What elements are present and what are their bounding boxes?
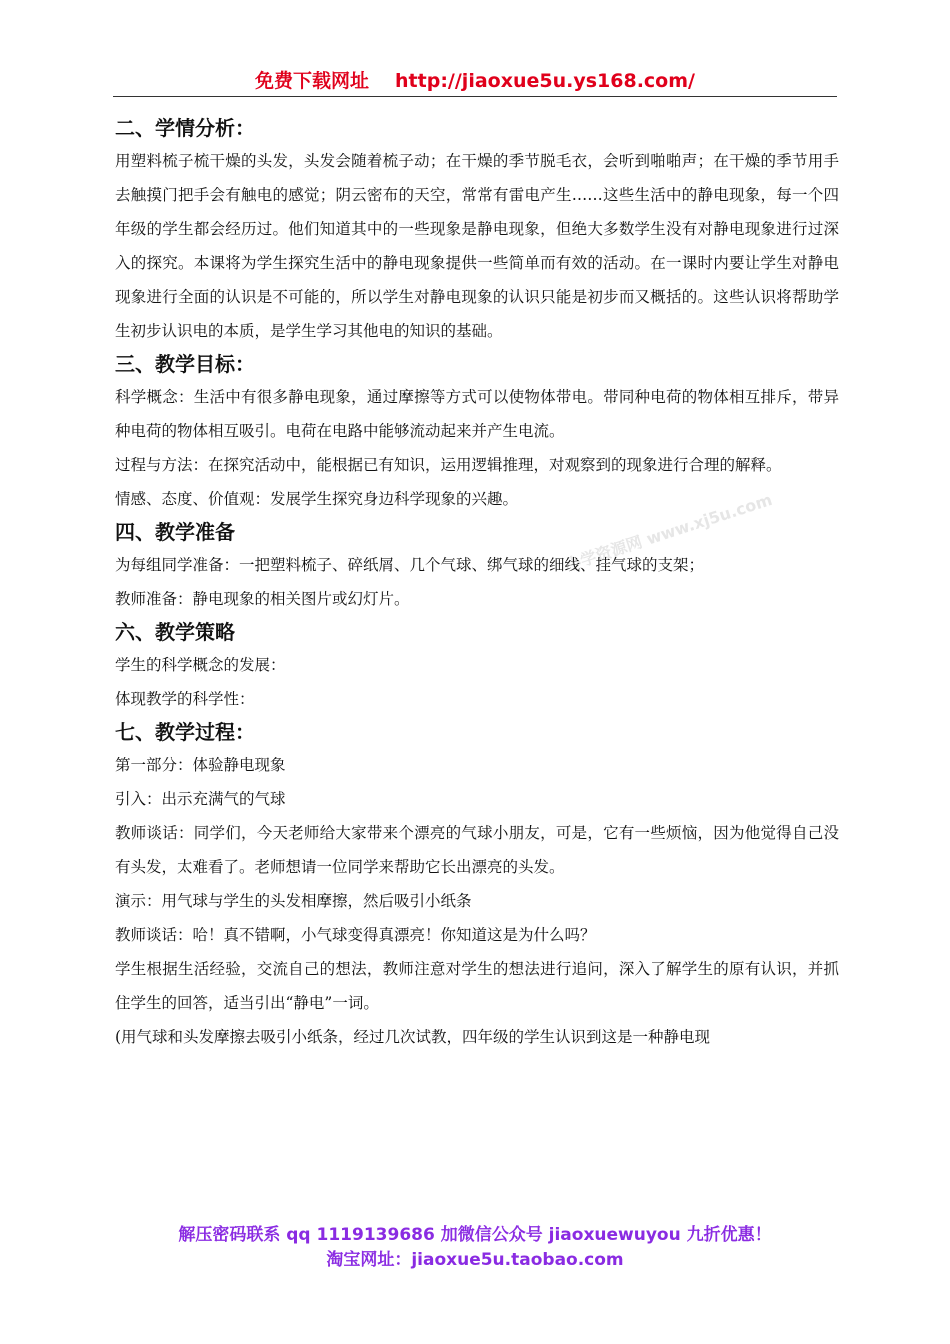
paragraph: 教师谈话：哈！真不错啊，小气球变得真漂亮！你知道这是为什么吗？ [115,926,596,944]
paragraph: 教师准备：静电现象的相关图片或幻灯片。 [115,590,410,608]
paragraph: 学生的科学概念的发展： [115,656,286,674]
paragraph: 第一部分：体验静电现象 [115,756,286,774]
section-heading-preparation: 四、教学准备 [115,520,235,544]
section-heading-goals: 三、教学目标： [115,352,255,376]
footer-shop-url[interactable]: 淘宝网址：jiaoxue5u.taobao.com [326,1250,624,1270]
header-label: 免费下载网址 [255,70,370,92]
paragraph: 演示：用气球与学生的头发相摩擦，然后吸引小纸条 [115,892,472,910]
paragraph: 为每组同学准备：一把塑料梳子、碎纸屑、几个气球、绑气球的细线、挂气球的支架； [115,556,705,574]
section-heading-analysis: 二、学情分析： [115,116,255,140]
section-heading-strategy: 六、教学策略 [115,620,235,644]
paragraph: 体现教学的科学性： [115,690,255,708]
paragraph: 过程与方法：在探究活动中，能根据已有知识，运用逻辑推理，对观察到的现象进行合理的解释。 [115,456,782,474]
watermark: 小学资源网 www.xj5u.com [562,489,775,575]
paragraph: 学生根据生活经验，交流自己的想法，教师注意对学生的想法进行追问，深入了解学生的原有认识，并抓住学生的回答，适当引出“静电”一词。 [115,960,839,1012]
paragraph: 引入：出示充满气的气球 [115,790,286,808]
paragraph: 科学概念：生活中有很多静电现象，通过摩擦等方式可以使物体带电。带同种电荷的物体相互排斥，带异种电荷的物体相互吸引。电荷在电路中能够流动起来并产生电流。 [115,388,839,440]
paragraph: 用塑料梳子梳干燥的头发，头发会随着梳子动；在干燥的季节脱毛衣，会听到啪啪声；在干燥的季节用手去触摸门把手会有触电的感觉；阴云密布的天空，常常有雷电产生……这些生活中的静电现象，每一个四年级的学生都会经历过。他们知道其中的一些现象是静电现象，但绝大多数学生没有对静电现象进行过深入的探究。本课将为学生探究生活中的静电现象提供一些简单而有效的活动。在一课时内要让学生对静电现象进行全面的认识是不可能的，所以学生对静电现象的认识只能是初步而又概括的。这些认识将帮助学生初步认识电的本质，是学生学习其他电的知识的基础。 [115,152,839,340]
page-header [113,66,837,97]
paragraph: 情感、态度、价值观：发展学生探究身边科学现象的兴趣。 [115,490,519,508]
section-heading-process: 七、教学过程： [115,720,255,744]
document-body [115,112,839,1054]
paragraph: 教师谈话：同学们，今天老师给大家带来个漂亮的气球小朋友，可是，它有一些烦恼，因为他觉得自己没有头发，太难看了。老师想请一位同学来帮助它长出漂亮的头发。 [115,824,839,876]
footer-contact: 解压密码联系 qq 1119139686 加微信公众号 jiaoxuewuyou 九折优惠！ [178,1225,772,1245]
header-url[interactable]: http://jiaoxue5u.ys168.com/ [395,70,695,92]
paragraph: (用气球和头发摩擦去吸引小纸条，经过几次试教，四年级的学生认识到这是一种静电现 [115,1028,711,1046]
